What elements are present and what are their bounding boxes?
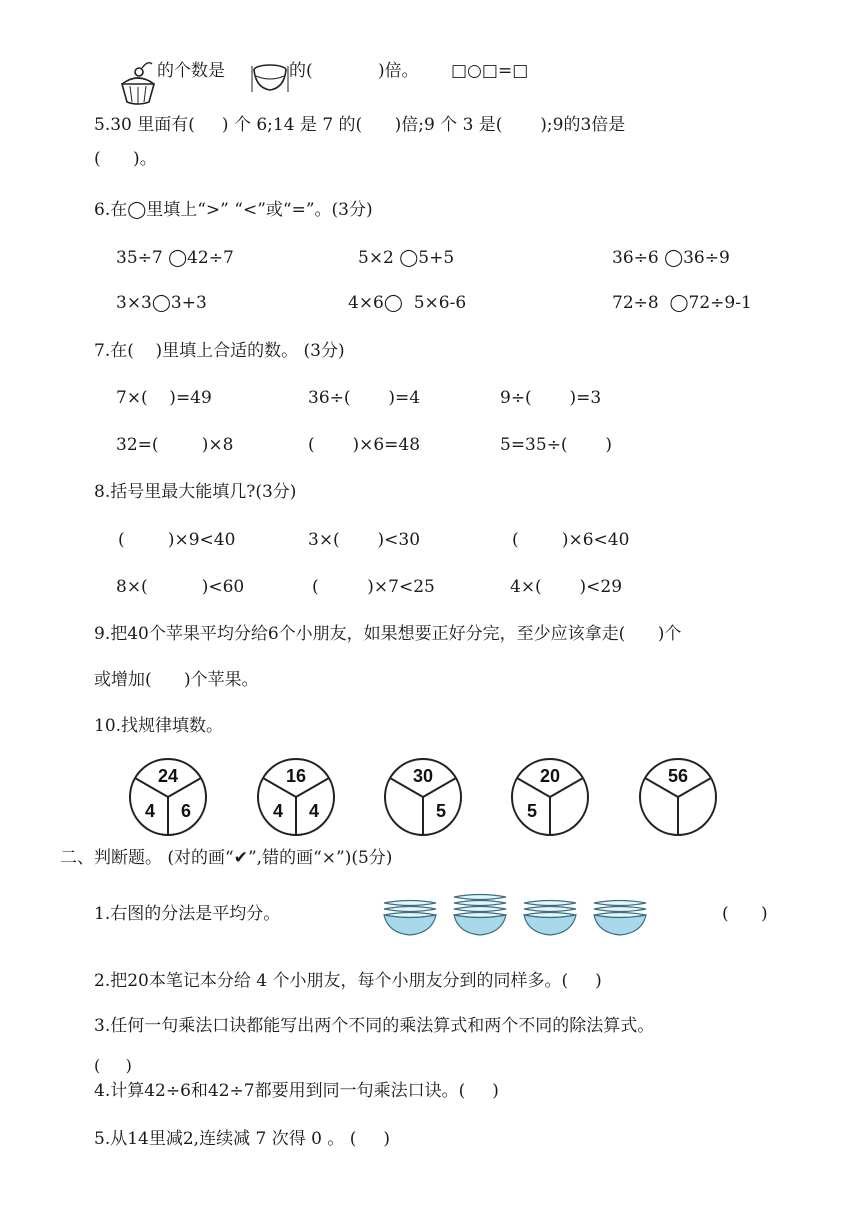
pattern-circle (381, 755, 465, 839)
q6-expr: 4×6◯ 5×6-6 (348, 293, 467, 313)
q7-expr: ( )×6=48 (308, 435, 421, 455)
q9-line2: 或增加( )个苹果。 (94, 670, 259, 690)
part2-title: 二、判断题。 (对的画“✔”,错的画“×”)(5分) (60, 848, 393, 868)
q8-expr: ( )×9<40 (118, 530, 236, 550)
circle-top-number: 30 (412, 766, 434, 786)
q8-title: 8.括号里最大能填几?(3分) (94, 482, 297, 502)
judge-item-3-blank: ( ) (94, 1056, 132, 1075)
q8-expr: 4×( )<29 (510, 577, 623, 597)
q6-expr: 36÷6 ◯36÷9 (612, 248, 730, 268)
q7-expr: 9÷( )=3 (500, 388, 602, 408)
q7-expr: 32=( )×8 (116, 435, 234, 455)
circle-right-number: 5 (435, 801, 447, 821)
q7-title: 7.在( )里填上合适的数。 (3分) (94, 341, 345, 361)
judge-item-5: 5.从14里减2,连续减 7 次得 0 。 ( ) (94, 1129, 391, 1149)
q6-expr: 5×2 ◯5+5 (358, 248, 455, 268)
q6-expr: 72÷8 ◯72÷9-1 (612, 293, 752, 313)
circle-left-number: 4 (272, 801, 284, 821)
q6-expr: 3×3◯3+3 (116, 293, 207, 313)
circle-left-number: 4 (144, 801, 156, 821)
circle-right-number: 6 (180, 801, 192, 821)
circle-top-number: 16 (285, 766, 307, 786)
q8-expr: 3×( )<30 (308, 530, 421, 550)
q7-expr: 7×( )=49 (116, 388, 212, 408)
pattern-circle (126, 755, 210, 839)
cake-icon (118, 58, 158, 106)
judge-item-1: 1.右图的分法是平均分。 (94, 904, 281, 924)
q9-line1: 9.把40个苹果平均分给6个小朋友，如果想要正好分完，至少应该拿走( )个 (94, 624, 682, 644)
q4-formula: □○□=□ (451, 61, 529, 81)
bowl-stack (522, 893, 578, 939)
q4-text-a: 的个数是 (157, 61, 225, 81)
judge-item-2: 2.把20本笔记本分给 4 个小朋友，每个小朋友分到的同样多。( ) (94, 971, 602, 991)
judge-item-3: 3.任何一句乘法口诀都能写出两个不同的乘法算式和两个不同的除法算式。 (94, 1016, 655, 1036)
bowl-stack (452, 893, 508, 939)
pattern-circle (254, 755, 338, 839)
circle-top-number: 24 (157, 766, 179, 786)
bowl-icon (250, 62, 290, 96)
q6-expr: 35÷7 ◯42÷7 (116, 248, 234, 268)
q6-title: 6.在◯里填上“>” “<”或“=”。(3分) (94, 200, 373, 220)
pattern-circle (508, 755, 592, 839)
bowl-stack (382, 893, 438, 939)
q7-expr: 36÷( )=4 (308, 388, 421, 408)
judge-blank-1: ( ) (722, 904, 768, 924)
q10-title: 10.找规律填数。 (94, 716, 224, 736)
q8-expr: ( )×6<40 (512, 530, 630, 550)
q5-line2: ( )。 (94, 149, 157, 169)
q7-expr: 5=35÷( ) (500, 435, 613, 455)
circle-right-number: 4 (308, 801, 320, 821)
q4-text-b: 的( (289, 61, 313, 81)
q5-line1: 5.30 里面有( ) 个 6;14 是 7 的( )倍;9 个 3 是( );9的3倍是 (94, 115, 626, 135)
q8-expr: 8×( )<60 (116, 577, 245, 597)
judge-item-4: 4.计算42÷6和42÷7都要用到同一句乘法口诀。( ) (94, 1081, 499, 1101)
pattern-circle (636, 755, 720, 839)
circle-left-number: 5 (526, 801, 538, 821)
q4-text-c: )倍。 (378, 61, 419, 81)
circle-top-number: 20 (539, 766, 561, 786)
q8-expr: ( )×7<25 (312, 577, 435, 597)
circle-top-number: 56 (667, 766, 689, 786)
bowl-stack (592, 893, 648, 939)
